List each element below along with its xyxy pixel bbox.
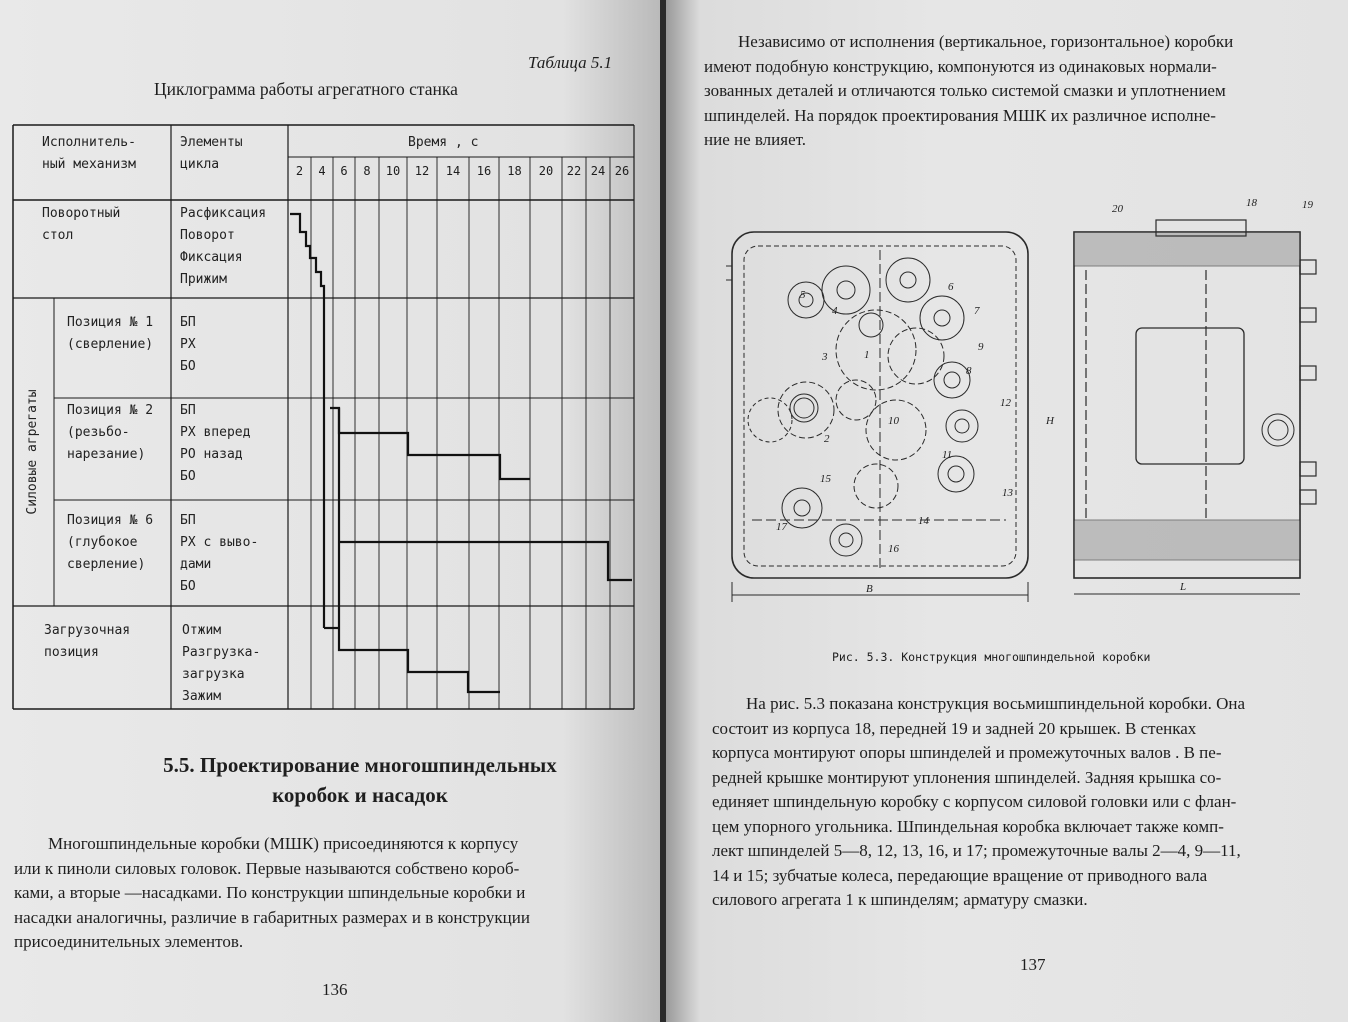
right-page <box>666 0 1348 1022</box>
label-18: 18 <box>1246 197 1257 209</box>
svg-text:8: 8 <box>966 365 972 377</box>
time-tick-label: 10 <box>385 164 401 178</box>
svg-text:5: 5 <box>800 289 806 301</box>
svg-text:15: 15 <box>820 473 831 485</box>
section-heading: 5.5. Проектирование многошпиндельных коробок и насадок <box>163 753 557 807</box>
time-tick-label: 6 <box>340 164 348 178</box>
time-tick-label: 12 <box>414 164 430 178</box>
row-pos6-mechanism: Позиция № 6 (глубокое сверление) <box>67 513 154 572</box>
row-rotary-mechanism: Поворотный стол <box>42 206 121 243</box>
front-view-labels <box>776 281 1014 555</box>
table-title: Циклограмма работы агрегатного станка <box>154 79 458 99</box>
svg-text:2: 2 <box>824 433 830 445</box>
svg-text:3: 3 <box>822 351 828 363</box>
bottom-paragraph: На рис. 5.3 показана конструкция восьмишпиндельной коробки. Она состоит из корпуса 18, передней 19 и задней 20 крышек. В стенках корпуса монтируют опоры шпинделей и промежуточных валов . В пе- редней крышке монтируют уплонения шпинделей. Задняя крышка со- единяет шпиндельную коробку с корпусом силовой головки или с флан- цем упорного угольника. Шпиндельная коробка включает также комп- лект шпинделей 5—8, 12, 13, 16, и 17; промежуточные валы 2—4, 9—11, 14 и 15; зубчатые колеса, передающие вращение от приводного вала силового агрегата 1 к шпинделям; арматуру смазки. <box>712 694 1246 909</box>
cyclogram-table-grid <box>0 0 662 720</box>
svg-text:12: 12 <box>1000 397 1011 409</box>
label-20: 20 <box>1112 203 1123 215</box>
row-pos2-elements: БП РХ вперед РО назад БО <box>180 403 251 484</box>
svg-text:6: 6 <box>948 281 954 293</box>
time-tick-label: 18 <box>507 164 522 178</box>
row-rotary-elements: Расфиксация Поворот Фиксация Прижим <box>180 206 267 287</box>
time-tick-label: 20 <box>538 164 554 178</box>
time-tick-label: 26 <box>614 164 630 178</box>
top-paragraph: Независимо от исполнения (вертикальное, горизонтальное) коробки имеют подобную конструкцию, компонуются из одинаковых нормали- зованных деталей и отличаются только системой смазки и уплотнением шпинделей. На порядок проектирования МШК их различное исполне- ние не влияет. <box>704 32 1234 149</box>
svg-text:17: 17 <box>776 521 787 533</box>
time-tick-label: 14 <box>445 164 461 178</box>
header-elements: Элементы цикла <box>180 135 243 172</box>
svg-text:4: 4 <box>832 305 838 317</box>
label-19: 19 <box>1302 199 1313 211</box>
row-loading-mechanism: Загрузочная позиция <box>44 623 131 660</box>
svg-text:14: 14 <box>918 515 929 527</box>
header-time: Время , с <box>408 135 479 150</box>
svg-text:16: 16 <box>888 543 899 555</box>
dim-l: L <box>1180 581 1187 593</box>
row-pos1-mechanism: Позиция № 1 (сверление) <box>67 315 154 352</box>
time-tick-label: 16 <box>476 164 492 178</box>
time-tick-label: 8 <box>363 164 371 178</box>
svg-text:7: 7 <box>974 305 980 317</box>
time-tick-label: 22 <box>566 164 582 178</box>
row-pos6-elements: БП РХ с выво- дами БО <box>180 513 259 594</box>
figure-caption: Рис. 5.3. Конструкция многошпиндельной коробки <box>832 650 1151 664</box>
time-tick-label: 4 <box>318 164 326 178</box>
page-number-right: 137 <box>1020 955 1046 974</box>
power-units-label: Силовые агрегаты <box>25 389 40 515</box>
cyclogram-lines <box>290 214 632 692</box>
row-pos1-elements: БП РХ БО <box>180 315 196 374</box>
svg-text:11: 11 <box>942 449 953 461</box>
time-axis-ticks <box>0 164 662 184</box>
row-loading-elements: Отжим Разгрузка- загрузка Зажим <box>182 623 261 704</box>
dim-h: H <box>1046 415 1054 427</box>
header-mechanism: Исполнитель- ный механизм <box>42 135 136 172</box>
table-caption: Таблица 5.1 <box>528 53 613 72</box>
left-page <box>0 0 662 1022</box>
svg-text:9: 9 <box>978 341 984 353</box>
row-pos2-mechanism: Позиция № 2 (резьбо- нарезание) <box>67 403 154 462</box>
section-paragraph: Многошпиндельные коробки (МШК) присоединяются к корпусу или к пиноли силовых головок. Первые называются собствено короб- ками, а вторые —насадками. По конструкции шпиндельные коробки и насадки аналогичны, различие в габаритных размерах и в конструкции присоединительных элементов. <box>14 834 530 951</box>
svg-text:13: 13 <box>1002 487 1013 499</box>
dim-b: B <box>866 583 873 595</box>
page-number-left: 136 <box>322 980 348 999</box>
svg-text:10: 10 <box>888 415 899 427</box>
time-tick-label: 24 <box>590 164 606 178</box>
time-tick-label: 2 <box>295 164 304 178</box>
svg-text:1: 1 <box>864 349 870 361</box>
gearbox-drawing <box>666 190 1348 610</box>
